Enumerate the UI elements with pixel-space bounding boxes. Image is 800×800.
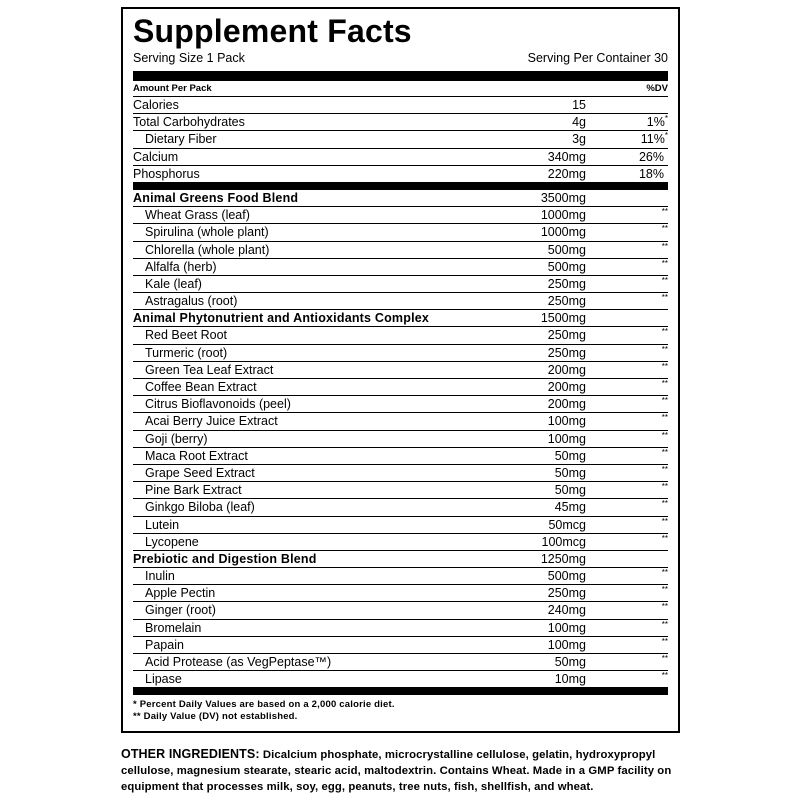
ingredient-row xyxy=(133,396,668,413)
ingredient-name: Citrus Bioflavonoids (peel) xyxy=(145,397,291,412)
ingredient-name: Wheat Grass (leaf) xyxy=(145,208,250,223)
footnote-percent-dv: * Percent Daily Values are based on a 2,000 calorie diet. xyxy=(133,699,395,711)
nutrient-row xyxy=(133,114,668,131)
nutrient-dv-value: 26% xyxy=(638,149,664,164)
dv-not-established-marker: ** xyxy=(661,344,668,354)
supplement-facts-panel xyxy=(121,7,680,733)
ingredient-amount: 50mg xyxy=(554,655,586,669)
panel-title: Supplement Facts xyxy=(133,13,412,49)
dv-not-established-marker: ** xyxy=(661,275,668,285)
nutrient-row xyxy=(133,97,668,114)
ingredient-dv xyxy=(662,534,668,551)
blend-list xyxy=(133,190,668,688)
nutrient-amount: 220mg xyxy=(547,166,586,181)
dv-not-established-marker: ** xyxy=(661,447,668,457)
ingredient-row xyxy=(133,568,668,585)
nutrient-amount: 3g xyxy=(572,132,586,147)
ingredient-dv xyxy=(662,517,668,534)
thick-divider xyxy=(133,71,668,81)
ingredient-name: Ginger (root) xyxy=(145,603,216,618)
ingredient-row xyxy=(133,327,668,344)
ingredient-dv xyxy=(662,499,668,516)
ingredient-dv xyxy=(662,259,668,276)
footnote-dv-not-established: ** Daily Value (DV) not established. xyxy=(133,711,298,723)
ingredient-dv xyxy=(662,345,668,362)
mid-divider xyxy=(133,183,668,190)
ingredient-amount: 250mg xyxy=(547,345,586,360)
dv-not-established-marker: ** xyxy=(661,224,668,234)
ingredient-dv xyxy=(662,602,668,619)
servings-per-container: Serving Per Container 30 xyxy=(527,51,668,65)
ingredient-amount: 250mg xyxy=(547,586,586,601)
ingredient-amount: 240mg xyxy=(547,603,586,618)
ingredient-name: Inulin xyxy=(145,569,175,584)
amount-header xyxy=(133,81,668,97)
dv-not-established-marker: ** xyxy=(661,516,668,526)
dv-not-established-marker: ** xyxy=(661,293,668,303)
dv-not-established-marker: ** xyxy=(661,379,668,388)
ingredient-amount: 50mcg xyxy=(548,517,586,532)
ingredient-name: Apple Pectin xyxy=(145,586,216,601)
ingredient-row xyxy=(133,379,668,396)
ingredient-row xyxy=(133,482,668,499)
ingredient-dv xyxy=(662,327,668,344)
ingredient-amount: 500mg xyxy=(547,242,586,257)
ingredient-row xyxy=(133,499,668,516)
dv-footnote-marker: * xyxy=(664,131,668,141)
ingredient-row xyxy=(133,431,668,448)
ingredient-name: Green Tea Leaf Extract xyxy=(145,362,274,377)
ingredient-name: Coffee Bean Extract xyxy=(145,380,257,394)
ingredient-name: Lipase xyxy=(145,672,182,687)
nutrient-name: Dietary Fiber xyxy=(145,132,217,147)
blend-row xyxy=(133,551,668,568)
ingredient-dv xyxy=(662,207,668,224)
nutrient-dv-value: 18% xyxy=(638,166,664,181)
ingredient-amount: 50mg xyxy=(554,448,586,463)
ingredient-name: Alfalfa (herb) xyxy=(145,259,217,274)
ingredient-dv xyxy=(662,671,668,688)
nutrient-amount: 15 xyxy=(572,98,586,112)
nutrient-name: Phosphorus xyxy=(133,166,200,181)
nutrient-dv-value: 1% xyxy=(646,115,665,130)
ingredient-row xyxy=(133,517,668,534)
ingredient-dv xyxy=(662,568,668,585)
ingredient-amount: 500mg xyxy=(547,569,586,584)
blend-amount: 1250mg xyxy=(540,551,586,566)
ingredient-amount: 200mg xyxy=(547,380,586,394)
ingredient-row xyxy=(133,620,668,637)
ingredient-amount: 250mg xyxy=(547,276,586,291)
ingredient-row xyxy=(133,293,668,310)
ingredient-amount: 200mg xyxy=(547,397,586,412)
ingredient-name: Grape Seed Extract xyxy=(145,465,255,480)
serving-info xyxy=(133,49,668,67)
blend-amount: 3500mg xyxy=(540,190,586,205)
ingredient-row xyxy=(133,534,668,551)
dv-not-established-marker: ** xyxy=(661,464,668,474)
ingredient-amount: 100mg xyxy=(547,414,586,429)
ingredient-dv xyxy=(662,242,668,259)
ingredient-name: Lycopene xyxy=(145,534,199,549)
ingredient-name: Maca Root Extract xyxy=(145,448,248,463)
dv-not-established-marker: ** xyxy=(661,482,668,492)
nutrient-name: Total Carbohydrates xyxy=(133,115,245,130)
nutrient-row xyxy=(133,166,668,183)
ingredient-amount: 200mg xyxy=(547,362,586,377)
ingredient-row xyxy=(133,276,668,293)
ingredient-row xyxy=(133,345,668,362)
nutrient-list xyxy=(133,97,668,183)
dv-not-established-marker: ** xyxy=(661,568,668,578)
ingredient-name: Red Beet Root xyxy=(145,328,227,343)
dv-not-established-marker: ** xyxy=(661,241,668,251)
ingredient-amount: 100mg xyxy=(547,431,586,446)
ingredient-name: Spirulina (whole plant) xyxy=(145,225,269,240)
ingredient-amount: 1000mg xyxy=(540,225,586,240)
ingredient-name: Kale (leaf) xyxy=(145,276,202,291)
ingredient-amount: 1000mg xyxy=(540,208,586,223)
dv-not-established-marker: ** xyxy=(661,671,668,681)
ingredient-amount: 100mg xyxy=(547,620,586,635)
nutrient-dv xyxy=(639,166,664,183)
footnotes xyxy=(133,699,668,723)
dv-not-established-marker: ** xyxy=(661,258,668,268)
ingredient-dv xyxy=(662,396,668,413)
ingredient-name: Acid Protease (as VegPeptase™) xyxy=(145,655,332,669)
dv-not-established-marker: ** xyxy=(661,654,668,663)
ingredient-name: Acai Berry Juice Extract xyxy=(145,414,278,429)
dv-not-established-marker: ** xyxy=(661,499,668,509)
ingredient-dv xyxy=(662,585,668,602)
ingredient-amount: 50mg xyxy=(554,483,586,498)
ingredient-row xyxy=(133,224,668,241)
ingredient-dv xyxy=(662,637,668,654)
ingredient-row xyxy=(133,602,668,619)
dv-not-established-marker: ** xyxy=(661,585,668,595)
ingredient-row xyxy=(133,207,668,224)
blend-name: Animal Greens Food Blend xyxy=(133,190,299,205)
ingredient-name: Ginkgo Biloba (leaf) xyxy=(145,500,255,515)
ingredient-amount: 250mg xyxy=(547,294,586,309)
ingredient-name: Goji (berry) xyxy=(145,431,208,446)
ingredient-dv xyxy=(662,482,668,499)
ingredient-dv xyxy=(662,431,668,448)
ingredient-amount: 45mg xyxy=(554,500,586,515)
ingredient-name: Chlorella (whole plant) xyxy=(145,242,270,257)
nutrient-dv xyxy=(641,131,668,148)
ingredient-dv xyxy=(662,224,668,241)
ingredient-row xyxy=(133,413,668,430)
nutrient-dv xyxy=(639,149,664,166)
nutrient-row xyxy=(133,131,668,148)
other-ingredients-text: Dicalcium phosphate, microcrystalline cellulose, gelatin, hydroxypropyl cellulose, magnesium stearate, stearic acid, maltodextrin. Contains Wheat. Made in a GMP facility on equipment that processes milk, soy, egg, peanuts, tree nuts, fish, shellfish, and wheat. xyxy=(121,749,672,793)
nutrient-name: Calories xyxy=(133,98,179,112)
dv-not-established-marker: ** xyxy=(661,636,668,646)
ingredient-row xyxy=(133,465,668,482)
blend-name: Prebiotic and Digestion Blend xyxy=(133,551,317,566)
ingredient-amount: 10mg xyxy=(554,672,586,687)
dv-not-established-marker: ** xyxy=(661,430,668,440)
dv-not-established-marker: ** xyxy=(661,602,668,612)
nutrient-row xyxy=(133,149,668,166)
dv-not-established-marker: ** xyxy=(661,619,668,629)
dv-not-established-marker: ** xyxy=(661,396,668,406)
ingredient-name: Lutein xyxy=(145,517,180,532)
dv-not-established-marker: ** xyxy=(661,207,668,217)
ingredient-dv xyxy=(662,413,668,430)
dv-not-established-marker: ** xyxy=(661,327,668,337)
dv-not-established-marker: ** xyxy=(661,361,668,371)
ingredient-row xyxy=(133,637,668,654)
nutrient-amount: 4g xyxy=(572,115,586,130)
ingredient-name: Turmeric (root) xyxy=(145,345,228,360)
ingredient-row xyxy=(133,654,668,671)
ingredient-name: Bromelain xyxy=(145,620,202,635)
ingredient-row xyxy=(133,259,668,276)
blend-amount: 1500mg xyxy=(540,311,586,326)
ingredient-amount: 100mg xyxy=(547,637,586,652)
other-ingredients xyxy=(121,746,681,795)
blend-row xyxy=(133,190,668,207)
ingredient-dv xyxy=(662,448,668,465)
dv-footnote-marker: * xyxy=(664,114,668,124)
serving-size: Serving Size 1 Pack xyxy=(133,51,245,65)
nutrient-dv xyxy=(647,114,668,131)
ingredient-row xyxy=(133,242,668,259)
ingredient-amount: 50mg xyxy=(554,465,586,480)
ingredient-dv xyxy=(662,620,668,637)
ingredient-row xyxy=(133,448,668,465)
other-ingredients-label: OTHER INGREDIENTS: xyxy=(121,747,260,761)
nutrient-amount: 340mg xyxy=(547,149,586,164)
ingredient-dv xyxy=(662,276,668,293)
blend-name: Animal Phytonutrient and Antioxidants Complex xyxy=(133,311,430,326)
dv-not-established-marker: ** xyxy=(661,533,668,543)
ingredient-amount: 250mg xyxy=(547,328,586,343)
ingredient-dv xyxy=(662,362,668,379)
nutrient-name: Calcium xyxy=(133,149,179,164)
nutrient-dv-value: 11% xyxy=(640,132,665,147)
ingredient-name: Papain xyxy=(145,637,184,652)
ingredient-row xyxy=(133,362,668,379)
ingredient-row xyxy=(133,585,668,602)
ingredient-amount: 500mg xyxy=(547,259,586,274)
ingredient-dv xyxy=(662,465,668,482)
ingredient-dv xyxy=(662,379,668,396)
bottom-divider xyxy=(133,688,668,695)
ingredient-dv xyxy=(662,293,668,310)
ingredient-row xyxy=(133,671,668,688)
blend-row xyxy=(133,310,668,327)
ingredient-name: Astragalus (root) xyxy=(145,294,238,309)
ingredient-amount: 100mcg xyxy=(541,534,586,549)
dv-label: %DV xyxy=(646,83,668,94)
amount-per-pack-label: Amount Per Pack xyxy=(133,83,212,94)
dv-not-established-marker: ** xyxy=(661,413,668,423)
ingredient-dv xyxy=(662,654,668,671)
ingredient-name: Pine Bark Extract xyxy=(145,483,242,498)
